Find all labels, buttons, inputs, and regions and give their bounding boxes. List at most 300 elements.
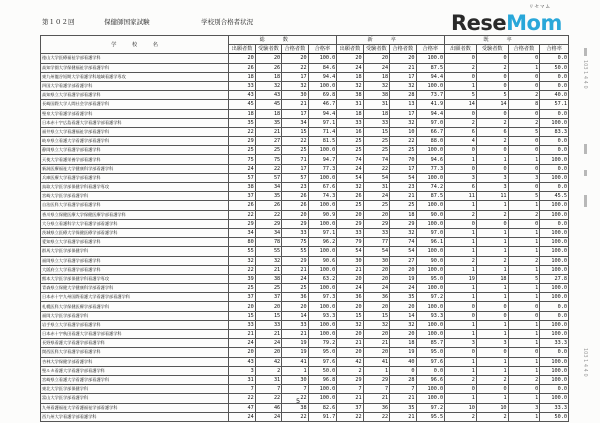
pass-rate-cell: 0.0	[540, 311, 569, 320]
school-name: 日本赤十字九州国際看護大学看護学部看護学科	[41, 293, 229, 302]
school-name: 岩手県立大学看護学部看護学科	[41, 320, 229, 329]
count-cell: 20	[363, 210, 389, 219]
count-cell: 2	[508, 375, 540, 384]
count-cell: 20	[255, 302, 281, 311]
school-name: 熊本大学医学部保健学科看護学専攻	[41, 274, 229, 283]
pass-rate-cell: 100.0	[540, 375, 569, 384]
count-cell: 1	[508, 412, 540, 421]
count-cell: 2	[445, 210, 477, 219]
count-cell: 27	[255, 137, 281, 146]
count-cell: 1	[508, 394, 540, 403]
school-name: 東九州龍谷短期大学看護学科地域看護学専攻	[41, 72, 229, 81]
count-cell: 55	[229, 247, 255, 256]
count-cell: 21	[282, 100, 308, 109]
table-row	[41, 54, 569, 63]
count-cell: 22	[229, 127, 255, 136]
count-cell: 1	[363, 366, 389, 375]
pass-rate-cell: 100.0	[308, 394, 337, 403]
count-cell: 3	[508, 403, 540, 412]
table-row	[41, 320, 569, 329]
count-cell: 25	[337, 201, 363, 210]
pass-rate-cell: 100.0	[540, 173, 569, 182]
school-name: 群馬大学医学部保健学科	[41, 247, 229, 256]
count-cell: 24	[255, 339, 281, 348]
count-cell: 21	[255, 127, 281, 136]
school-name: 長野県看護大学看護学部看護学科	[41, 339, 229, 348]
count-cell: 25	[229, 284, 255, 293]
count-cell: 54	[337, 173, 363, 182]
pass-rate-cell: 100.0	[540, 293, 569, 302]
table-row	[41, 348, 569, 357]
count-cell: 0	[508, 54, 540, 63]
count-cell: 24	[229, 412, 255, 421]
count-cell: 57	[255, 173, 281, 182]
school-name: 福井県立大学看護福祉学部看護学科	[41, 127, 229, 136]
count-cell: 7	[390, 385, 416, 394]
pass-rate-cell: 97.1	[308, 118, 337, 127]
count-cell: 18	[390, 210, 416, 219]
count-cell: 42	[337, 357, 363, 366]
column-header: 受験者数	[476, 45, 508, 54]
pass-rate-cell: 100.0	[540, 247, 569, 256]
count-cell: 26	[337, 192, 363, 201]
count-cell: 22	[255, 164, 281, 173]
count-cell: 36	[337, 293, 363, 302]
count-cell: 38	[255, 274, 281, 283]
count-cell: 36	[282, 293, 308, 302]
count-cell: 1	[476, 366, 508, 375]
count-cell: 25	[255, 146, 281, 155]
pass-rate-cell: 100.0	[540, 320, 569, 329]
school-name: 徳山大学医療福祉学部看護学科	[41, 54, 229, 63]
pass-rate-cell: 100.0	[540, 284, 569, 293]
pass-rate-cell: 100.0	[540, 155, 569, 164]
pass-rate-cell: 33.3	[540, 403, 569, 412]
count-cell: 20	[363, 54, 389, 63]
count-cell: 10	[390, 127, 416, 136]
count-cell: 1	[445, 228, 477, 237]
count-cell: 26	[255, 201, 281, 210]
school-name: 福岡県立大学看護学部看護学科	[41, 256, 229, 265]
count-cell: 0	[476, 311, 508, 320]
count-cell: 6	[476, 127, 508, 136]
pass-rate-cell: 90.0	[416, 210, 445, 219]
column-header: 合格率	[416, 45, 445, 54]
count-cell: 20	[390, 330, 416, 339]
pass-rate-cell: 0.0	[540, 385, 569, 394]
count-cell: 32	[337, 320, 363, 329]
count-cell: 70	[390, 155, 416, 164]
pass-rate-cell: 100.0	[540, 265, 569, 274]
pass-rate-cell: 97.1	[308, 228, 337, 237]
school-name: 新潟医療福祉大学健康科学部看護学科	[41, 164, 229, 173]
count-cell: 24	[337, 63, 363, 72]
pass-rate-cell: 100.0	[540, 228, 569, 237]
pass-rate-cell: 96.1	[416, 238, 445, 247]
count-cell: 0	[508, 348, 540, 357]
pass-rate-cell: 74.2	[416, 183, 445, 192]
table-row	[41, 394, 569, 403]
count-cell: 1	[476, 357, 508, 366]
pass-rate-cell: 97.2	[416, 403, 445, 412]
pass-rate-cell: 95.5	[416, 412, 445, 421]
count-cell: 11	[476, 192, 508, 201]
count-cell: 25	[255, 284, 281, 293]
count-cell: 20	[337, 210, 363, 219]
school-name: 宮崎大学医学部看護学科	[41, 192, 229, 201]
column-header: 合格者数	[390, 45, 416, 54]
count-cell: 54	[390, 247, 416, 256]
pass-rate-cell: 95.0	[308, 348, 337, 357]
count-cell: 24	[229, 339, 255, 348]
count-cell: 1	[445, 201, 477, 210]
column-header: 受験者数	[363, 45, 389, 54]
column-header: 合格者数	[508, 45, 540, 54]
count-cell: 0	[508, 137, 540, 146]
pass-rate-cell: 82.6	[308, 403, 337, 412]
count-cell: 1	[508, 228, 540, 237]
table-row	[41, 293, 569, 302]
count-cell: 24	[390, 284, 416, 293]
exam-name: 保健師国家試験	[104, 18, 150, 26]
side-mark-text: 103 1 4 4 0	[582, 348, 588, 377]
results-table	[40, 35, 569, 422]
pass-rate-cell: 0.0	[540, 219, 569, 228]
count-cell: 20	[255, 348, 281, 357]
report-name: 学校別合格者状況	[201, 18, 254, 26]
count-cell: 22	[282, 412, 308, 421]
count-cell: 2	[476, 63, 508, 72]
count-cell: 39	[229, 274, 255, 283]
count-cell: 74	[337, 155, 363, 164]
pass-rate-cell: 97.2	[416, 293, 445, 302]
count-cell: 2	[476, 412, 508, 421]
table-row	[41, 118, 569, 127]
count-cell: 32	[255, 81, 281, 90]
pass-rate-cell: 91.7	[308, 412, 337, 421]
count-cell: 0	[508, 146, 540, 155]
count-cell: 47	[229, 403, 255, 412]
count-cell: 22	[282, 63, 308, 72]
count-cell: 2	[508, 256, 540, 265]
school-name: 大分県立看護科学大学看護学部看護学科	[41, 219, 229, 228]
count-cell: 24	[363, 192, 389, 201]
pass-rate-cell: 77.3	[416, 164, 445, 173]
count-cell: 1	[508, 330, 540, 339]
count-cell: 46	[255, 403, 281, 412]
count-cell: 24	[255, 412, 281, 421]
count-cell: 18	[229, 109, 255, 118]
school-name: 日本赤十字広島看護大学看護学部看護学科	[41, 118, 229, 127]
pass-rate-cell: 63.2	[308, 274, 337, 283]
count-cell: 31	[363, 183, 389, 192]
count-cell: 29	[390, 219, 416, 228]
count-cell: 54	[363, 247, 389, 256]
count-cell: 21	[229, 330, 255, 339]
pass-rate-cell: 40.0	[540, 91, 569, 100]
count-cell: 43	[255, 91, 281, 100]
count-cell: 1	[476, 201, 508, 210]
count-cell: 17	[282, 164, 308, 173]
pass-rate-cell: 100.0	[416, 320, 445, 329]
pass-rate-cell: 88.0	[416, 137, 445, 146]
count-cell: 24	[282, 274, 308, 283]
count-cell: 37	[337, 403, 363, 412]
count-cell: 1	[476, 293, 508, 302]
count-cell: 1	[445, 293, 477, 302]
count-cell: 24	[337, 284, 363, 293]
pass-rate-cell: 90.6	[308, 256, 337, 265]
count-cell: 4	[445, 137, 477, 146]
pass-rate-cell: 100.0	[540, 394, 569, 403]
pass-rate-cell: 94.7	[308, 155, 337, 164]
count-cell: 1	[476, 265, 508, 274]
table-row	[41, 137, 569, 146]
count-cell: 11	[445, 192, 477, 201]
count-cell: 1	[508, 201, 540, 210]
count-cell: 1	[476, 238, 508, 247]
count-cell: 1	[445, 81, 477, 90]
count-cell: 1	[508, 320, 540, 329]
count-cell: 45	[229, 100, 255, 109]
count-cell: 14	[445, 100, 477, 109]
count-cell: 32	[363, 81, 389, 90]
count-cell: 32	[229, 256, 255, 265]
school-name-header: 学 校 名	[41, 36, 229, 54]
pass-rate-cell: 0.0	[540, 81, 569, 90]
count-cell: 1	[476, 228, 508, 237]
count-cell: 74	[363, 155, 389, 164]
pass-rate-cell: 79.2	[308, 339, 337, 348]
count-cell: 23	[282, 183, 308, 192]
count-cell: 0	[508, 183, 540, 192]
count-cell: 16	[337, 127, 363, 136]
count-cell: 5	[508, 274, 540, 283]
pass-rate-cell: 0.0	[540, 54, 569, 63]
count-cell: 32	[337, 81, 363, 90]
pass-rate-cell: 97.0	[416, 228, 445, 237]
count-cell: 0	[445, 348, 477, 357]
count-cell: 1	[508, 366, 540, 375]
count-cell: 45	[255, 100, 281, 109]
group-header: 既卒	[445, 36, 569, 45]
count-cell: 1	[445, 238, 477, 247]
count-cell: 25	[363, 146, 389, 155]
table-row	[41, 109, 569, 118]
count-cell: 32	[255, 256, 281, 265]
count-cell: 17	[390, 109, 416, 118]
pass-rate-cell: 100.0	[416, 330, 445, 339]
count-cell: 1	[445, 284, 477, 293]
count-cell: 2	[508, 91, 540, 100]
count-cell: 55	[282, 247, 308, 256]
count-cell: 26	[282, 192, 308, 201]
pass-rate-cell: 100.0	[416, 81, 445, 90]
pass-rate-cell: 100.0	[416, 54, 445, 63]
count-cell: 7	[363, 385, 389, 394]
group-header: 新卒	[337, 36, 445, 45]
count-cell: 33	[363, 118, 389, 127]
table-row	[41, 72, 569, 81]
count-cell: 1	[508, 155, 540, 164]
count-cell: 2	[445, 118, 477, 127]
count-cell: 21	[363, 394, 389, 403]
pass-rate-cell: 100.0	[540, 118, 569, 127]
count-cell: 1	[282, 366, 308, 375]
count-cell: 0	[508, 164, 540, 173]
pass-rate-cell: 96.8	[308, 375, 337, 384]
count-cell: 22	[390, 137, 416, 146]
count-cell: 3	[229, 366, 255, 375]
pass-rate-cell: 94.4	[308, 109, 337, 118]
logo-wordmark: ReseMom	[451, 11, 562, 35]
count-cell: 24	[337, 164, 363, 173]
count-cell: 2	[476, 118, 508, 127]
count-cell: 20	[390, 302, 416, 311]
school-name: 岐阜県立看護大学看護学部看護学科	[41, 137, 229, 146]
school-name: 鳥取大学医学部保健学科看護学専攻	[41, 183, 229, 192]
count-cell: 2	[445, 63, 477, 72]
count-cell: 15	[337, 311, 363, 320]
count-cell: 21	[255, 265, 281, 274]
pass-rate-cell: 95.0	[416, 348, 445, 357]
count-cell: 55	[255, 247, 281, 256]
count-cell: 1	[476, 155, 508, 164]
count-cell: 26	[229, 201, 255, 210]
count-cell: 32	[282, 81, 308, 90]
pass-rate-cell: 97.6	[416, 357, 445, 366]
count-cell: 20	[363, 348, 389, 357]
count-cell: 35	[390, 293, 416, 302]
pass-rate-cell: 96.6	[416, 375, 445, 384]
pass-rate-cell: 100.0	[416, 394, 445, 403]
count-cell: 19	[282, 339, 308, 348]
count-cell: 22	[282, 137, 308, 146]
table-row	[41, 357, 569, 366]
count-cell: 0	[445, 54, 477, 63]
count-cell: 8	[508, 100, 540, 109]
pass-rate-cell: 100.0	[308, 302, 337, 311]
count-cell: 15	[282, 127, 308, 136]
pass-rate-cell: 73.7	[416, 91, 445, 100]
count-cell: 32	[390, 228, 416, 237]
count-cell: 22	[229, 265, 255, 274]
count-cell: 20	[337, 54, 363, 63]
school-name: 聖ルカ看護大学看護学部看護学科	[41, 366, 229, 375]
pass-rate-cell: 90.9	[308, 210, 337, 219]
school-name: 愛知県立大学看護学部看護学科	[41, 238, 229, 247]
count-cell: 1	[508, 339, 540, 348]
count-cell: 6	[445, 183, 477, 192]
count-cell: 25	[363, 137, 389, 146]
pass-rate-cell: 100.0	[308, 81, 337, 90]
pass-rate-cell: 50.0	[540, 63, 569, 72]
count-cell: 17	[390, 72, 416, 81]
table-row	[41, 155, 569, 164]
count-cell: 0	[445, 311, 477, 320]
column-header: 合格率	[540, 45, 569, 54]
count-cell: 25	[363, 201, 389, 210]
count-cell: 29	[229, 137, 255, 146]
count-cell: 25	[390, 146, 416, 155]
count-cell: 54	[363, 173, 389, 182]
pass-rate-cell: 100.0	[308, 54, 337, 63]
school-name: 西九州大学看護学部看護学科	[41, 412, 229, 421]
count-cell: 1	[508, 238, 540, 247]
count-cell: 0	[390, 366, 416, 375]
count-cell: 33	[337, 228, 363, 237]
pass-rate-cell: 100.0	[416, 284, 445, 293]
school-name: 兵庫医療大学看護学部看護学科	[41, 173, 229, 182]
pass-rate-cell: 87.5	[416, 192, 445, 201]
count-cell: 31	[337, 100, 363, 109]
school-name: 四国大学看護学部看護学科	[41, 81, 229, 90]
count-cell: 33	[282, 320, 308, 329]
pass-rate-cell: 97.6	[308, 357, 337, 366]
count-cell: 17	[282, 72, 308, 81]
count-cell: 21	[390, 192, 416, 201]
count-cell: 0	[508, 81, 540, 90]
count-cell: 25	[337, 146, 363, 155]
count-cell: 0	[476, 302, 508, 311]
count-cell: 2	[476, 256, 508, 265]
count-cell: 75	[229, 155, 255, 164]
count-cell: 1	[445, 265, 477, 274]
count-cell: 0	[476, 109, 508, 118]
count-cell: 31	[255, 375, 281, 384]
count-cell: 19	[390, 348, 416, 357]
pass-rate-cell: 81.5	[308, 137, 337, 146]
count-cell: 21	[363, 339, 389, 348]
table-row	[41, 403, 569, 412]
table-row	[41, 63, 569, 72]
school-name: 長崎国際大学人間社会学部看護学科	[41, 100, 229, 109]
count-cell: 3	[445, 173, 477, 182]
count-cell: 1	[445, 330, 477, 339]
count-cell: 19	[282, 348, 308, 357]
column-header: 出願者数	[229, 45, 255, 54]
count-cell: 0	[445, 146, 477, 155]
count-cell: 13	[390, 100, 416, 109]
count-cell: 1	[445, 155, 477, 164]
count-cell: 0	[508, 385, 540, 394]
count-cell: 71	[282, 155, 308, 164]
column-header: 受験者数	[255, 45, 281, 54]
pass-rate-cell: 100.0	[308, 265, 337, 274]
count-cell: 7	[337, 385, 363, 394]
count-cell: 0	[476, 146, 508, 155]
table-row	[41, 375, 569, 384]
table-row	[41, 256, 569, 265]
pass-rate-cell: 87.5	[416, 63, 445, 72]
count-cell: 15	[363, 127, 389, 136]
table-row	[41, 164, 569, 173]
count-cell: 35	[390, 403, 416, 412]
school-name: 高知学園大学保健福祉学部看護学科	[41, 63, 229, 72]
count-cell: 74	[390, 238, 416, 247]
count-cell: 32	[337, 183, 363, 192]
school-name: 福岡大学医学部看護学科	[41, 311, 229, 320]
count-cell: 3	[476, 173, 508, 182]
count-cell: 54	[337, 247, 363, 256]
count-cell: 1	[445, 247, 477, 256]
table-row	[41, 210, 569, 219]
school-name: 自治医科大学看護学部看護学科	[41, 201, 229, 210]
count-cell: 0	[476, 72, 508, 81]
pass-rate-cell: 100.0	[540, 210, 569, 219]
count-cell: 32	[390, 118, 416, 127]
count-cell: 18	[390, 339, 416, 348]
